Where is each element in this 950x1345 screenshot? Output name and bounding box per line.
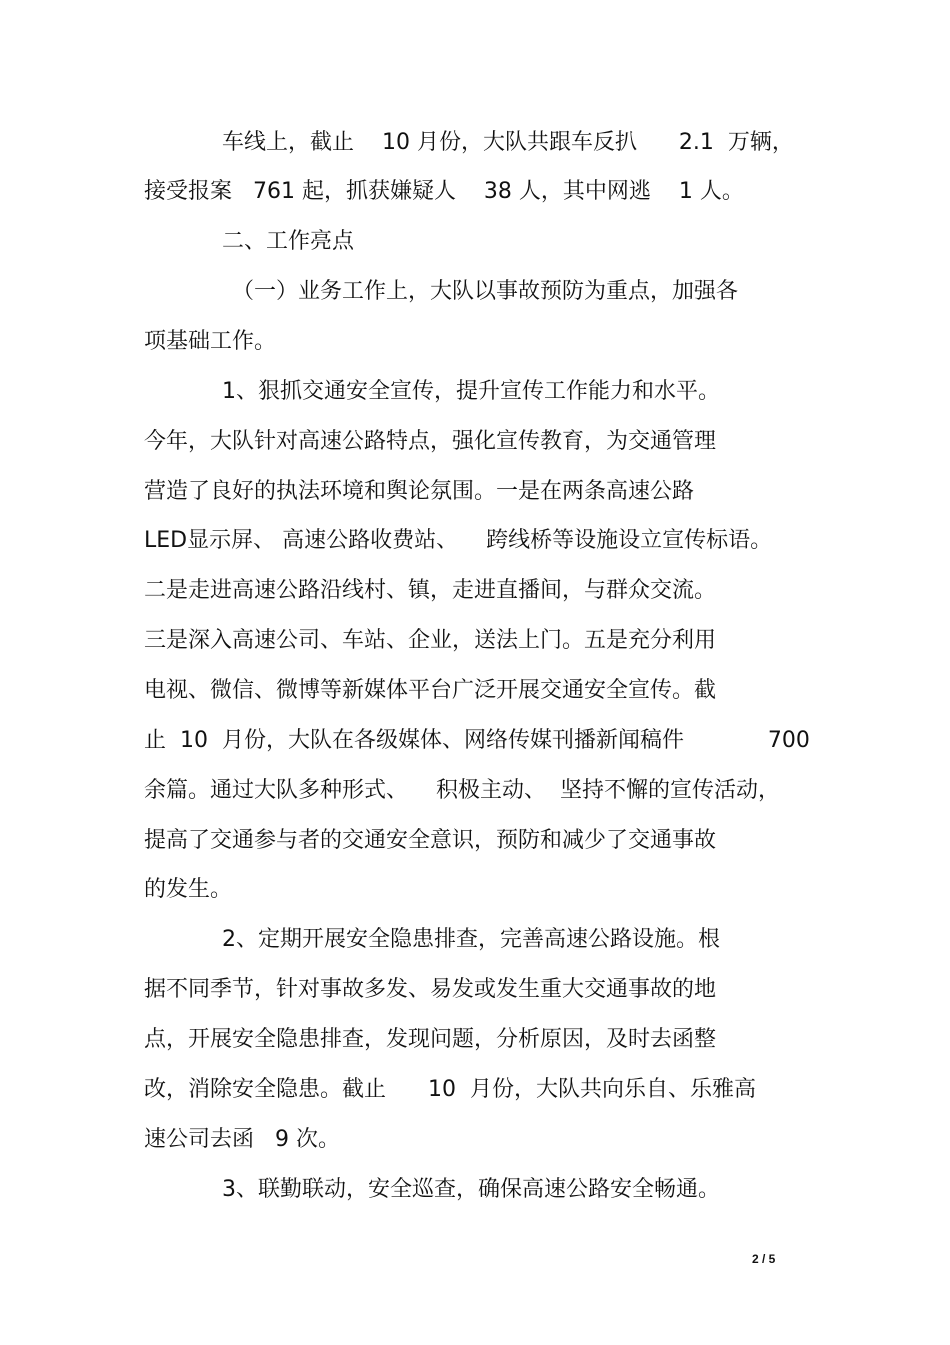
text-line: 的发生。 <box>144 877 233 902</box>
text-line: 据不同季节，针对事故多发、易发或发生重大交通事故的地 <box>144 977 717 1002</box>
text-line: 止 10 月份，大队在各级媒体、网络传媒刊播新闻稿件 700 <box>144 728 810 753</box>
text-line: 接受报案 761 起，抓获嫌疑人 38 人，其中网逃 1 人。 <box>144 179 744 204</box>
text-line: 电视、微信、微博等新媒体平台广泛开展交通安全宣传。截 <box>144 678 717 703</box>
item-heading: 3、联勤联动，安全巡查，确保高速公路安全畅通。 <box>222 1177 720 1202</box>
text-line: 改，消除安全隐患。截止 10 月份，大队共向乐自、乐雅高 <box>144 1077 756 1102</box>
text-line: 车线上，截止 10 月份，大队共跟车反扒 2.1 万辆， <box>222 130 794 155</box>
item-heading: 2、定期开展安全隐患排查，完善高速公路设施。根 <box>222 927 720 952</box>
text-line: 营造了良好的执法环境和舆论氛围。一是在两条高速公路 <box>144 479 695 504</box>
text-line: LED显示屏、 高速公路收费站、 跨线桥等设施设立宣传标语。 <box>144 528 773 553</box>
page-number: 2 / 5 <box>752 1252 776 1266</box>
text-line: 点，开展安全隐患排查，发现问题，分析原因，及时去函整 <box>144 1027 717 1052</box>
text-line: 项基础工作。 <box>144 329 277 354</box>
text-line: 二是走进高速公路沿线村、镇，走进直播间，与群众交流。 <box>144 578 717 603</box>
subsection-heading: （一）业务工作上，大队以事故预防为重点，加强各 <box>232 279 739 304</box>
item-heading: 1、狠抓交通安全宣传，提升宣传工作能力和水平。 <box>222 379 720 404</box>
section-heading: 二、工作亮点 <box>222 229 355 254</box>
text-line: 提高了交通参与者的交通安全意识，预防和减少了交通事故 <box>144 828 717 853</box>
text-line: 余篇。通过大队多种形式、 积极主动、 坚持不懈的宣传活动， <box>144 778 780 803</box>
text-line: 今年，大队针对高速公路特点，强化宣传教育，为交通管理 <box>144 429 717 454</box>
text-line: 速公司去函 9 次。 <box>144 1127 340 1152</box>
text-line: 三是深入高速公司、车站、企业，送法上门。五是充分利用 <box>144 628 717 653</box>
